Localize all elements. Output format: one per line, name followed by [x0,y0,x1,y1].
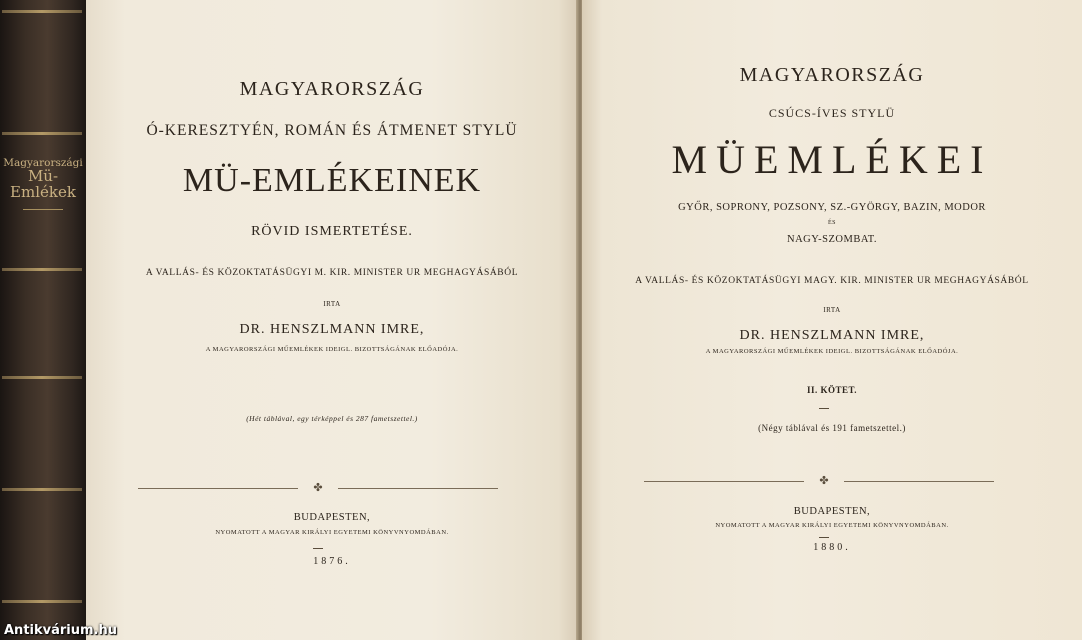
right-main-title: MÜEMLÉKEI [671,137,993,182]
right-dash [819,537,829,538]
left-commission: A VALLÁS- ÉS KÖZOKTATÁSÜGYI M. KIR. MINISTER UR MEGHAGYÁSÁBÓL [145,268,519,278]
right-commission: A VALLÁS- ÉS KÖZOKTATÁSÜGYI MAGY. KIR. MINISTER UR MEGHAGYÁSÁBÓL [635,276,1029,286]
right-author-role: A MAGYARORSZÁGI MŰEMLÉKEK IDEIGL. BIZOTTSÁGÁNAK ELŐADÓJA. [705,348,959,355]
right-ornament: ✤ [819,475,829,487]
spine-label [0,158,86,210]
right-places-2: NAGY-SZOMBAT. [786,234,878,245]
spine-line-2: Mü- [27,167,59,186]
left-ornament-line [338,488,498,489]
right-year: 1880. [813,542,851,553]
left-title: MAGYARORSZÁG [239,78,425,100]
left-title-page [86,0,578,640]
right-subtitle: CSÚCS-ÍVES STYLÜ [768,106,896,120]
spine-band [2,488,82,491]
left-printer: NYOMATOTT A MAGYAR KIRÁLYI EGYETEMI KÖNYVNYOMDÁBAN. [215,529,449,536]
right-illustrations: (Négy táblával és 191 fametszettel.) [758,423,906,433]
spine-band [2,268,82,271]
left-ornament: ✤ [313,482,323,494]
right-ornament-line [844,481,994,482]
left-author: DR. HENSZLMANN IMRE, [239,322,425,337]
left-irta: IRTA [323,300,341,308]
right-es: ÉS [827,220,836,226]
left-author-role: A MAGYARORSZÁGI MŰEMLÉKEK IDEIGL. BIZOTTSÁGÁNAK ELŐADÓJA. [205,346,459,353]
right-ornament-line [644,481,804,482]
left-description: RÖVID ISMERTETÉSE. [251,224,413,239]
right-title-page [582,0,1082,640]
spine-line-1: Magyarországi [3,157,83,169]
right-places: GYŐR, SOPRONY, POZSONY, SZ.-GYÖRGY, BAZIN, MODOR [678,202,986,213]
right-author: DR. HENSZLMANN IMRE, [739,328,925,343]
right-title: MAGYARORSZÁG [739,64,925,86]
left-dash [313,548,323,549]
watermark-text: Antikvárium.hu [4,623,117,638]
left-ornament-line [138,488,298,489]
left-illustrations: (Hét táblával, egy térképpel és 287 fametszettel.) [246,414,418,423]
spine-band [2,10,82,13]
left-main-title: MÜ-EMLÉKEINEK [182,162,482,199]
left-subtitle: Ó-KERESZTYÉN, ROMÁN ÉS ÁTMENET STYLÜ [146,122,518,139]
spine-band [2,132,82,135]
right-irta: IRTA [823,306,841,314]
spine-line-3: Emlékek [10,182,76,201]
left-city: BUDAPESTEN, [293,512,371,523]
spine-rule [23,209,63,210]
spine-band [2,600,82,603]
right-volume: II. KÖTET. [806,385,858,395]
book-spine [0,0,86,640]
right-dash [819,408,829,409]
right-printer: NYOMATOTT A MAGYAR KIRÁLYI EGYETEMI KÖNYVNYOMDÁBAN. [715,522,949,529]
left-year: 1876. [313,556,351,567]
right-city: BUDAPESTEN, [793,506,871,517]
spine-band [2,376,82,379]
